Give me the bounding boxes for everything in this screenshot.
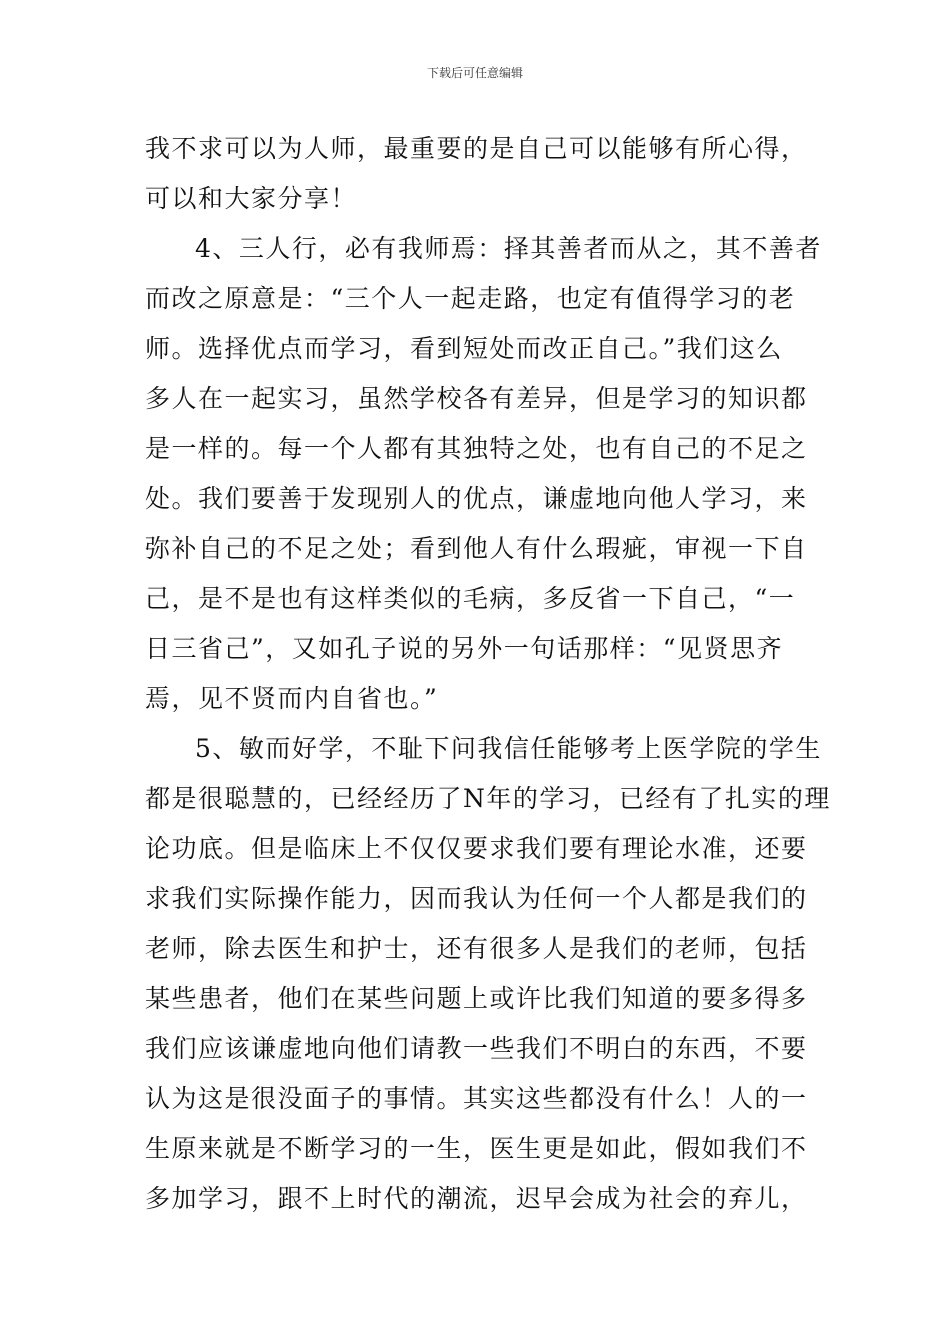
text-line: 求我们实际操作能力，因而我认为任何一个人都是我们的 <box>145 884 808 913</box>
text-line: 生原来就是不断学习的一生，医生更是如此，假如我们不 <box>145 1134 808 1163</box>
text-line: 某些患者，他们在某些问题上或许比我们知道的要多得多 <box>145 984 808 1013</box>
text-line: 我不求可以为人师，最重要的是自己可以能够有所心得， <box>145 134 808 163</box>
text-line: 都是很聪慧的，已经经历了N年的学习，已经有了扎实的理 <box>145 784 831 813</box>
text-line: 处。我们要善于发现别人的优点，谦虚地向他人学习，来 <box>145 484 808 513</box>
text-line: 多人在一起实习，虽然学校各有差异，但是学习的知识都 <box>145 384 808 413</box>
paragraph-start-line: 4、三人行，必有我师焉：择其善者而从之，其不善者 <box>195 234 822 263</box>
text-line: 老师，除去医生和护士，还有很多人是我们的老师，包括 <box>145 934 808 963</box>
paragraph-start-line: 5、敏而好学，不耻下问我信任能够考上医学院的学生 <box>195 734 822 763</box>
text-line: 己，是不是也有这样类似的毛病，多反省一下自己，“一 <box>145 584 796 613</box>
text-line: 可以和大家分享！ <box>145 184 358 213</box>
document-body <box>145 124 831 1224</box>
text-line: 我们应该谦虚地向他们请教一些我们不明白的东西，不要 <box>145 1034 808 1063</box>
text-line: 多加学习，跟不上时代的潮流，迟早会成为社会的弃儿， <box>145 1184 808 1213</box>
text-line: 论功底。但是临床上不仅仅要求我们要有理论水准，还要 <box>145 834 808 863</box>
text-line: 是一样的。每一个人都有其独特之处，也有自己的不足之 <box>145 434 808 463</box>
text-line: 弥补自己的不足之处；看到他人有什么瑕疵，审视一下自 <box>145 534 808 563</box>
text-line: 日三省己”，又如孔子说的另外一句话那样：“见贤思齐 <box>145 634 784 663</box>
text-line: 师。选择优点而学习，看到短处而改正自己。”我们这么 <box>145 334 783 363</box>
text-line: 焉，见不贤而内自省也。” <box>145 684 439 713</box>
page-header: 下载后可任意编辑 <box>426 66 523 80</box>
text-line: 而改之原意是：“三个人一起走路，也定有值得学习的老 <box>145 284 796 313</box>
text-line: 认为这是很没面子的事情。其实这些都没有什么！人的一 <box>145 1084 808 1113</box>
